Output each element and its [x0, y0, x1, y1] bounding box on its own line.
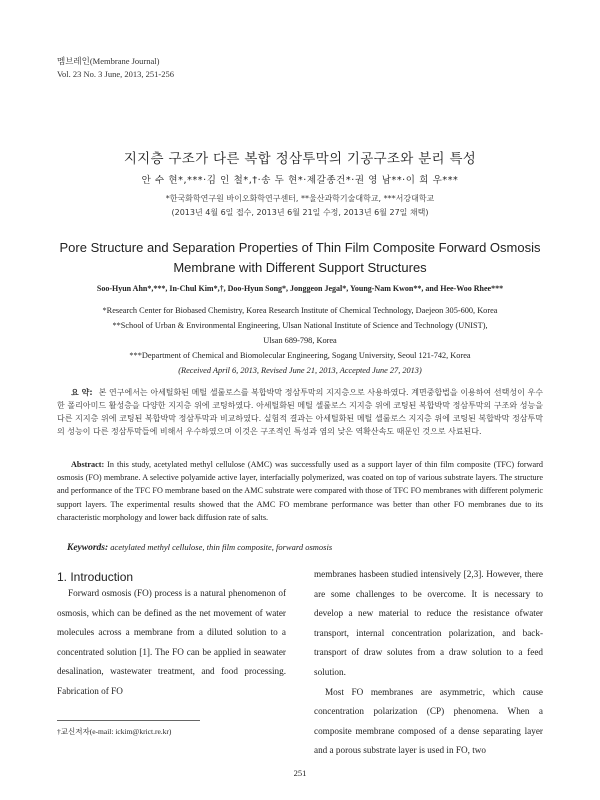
section-heading-introduction: 1. Introduction [57, 570, 134, 584]
english-affiliations [0, 303, 600, 378]
english-authors: Soo-Hyun Ahn*,***, In-Chul Kim*,†, Doo-Hyun Song*, Jonggeon Jegal*, Young-Nam Kwon**, and Hee-Woo Rhee*** [96, 284, 504, 293]
intro-paragraph-right-1: membranes hasbeen studied intensively [2,3]. However, there are some challenges to be overcome. It is necessary to develop a new material to reduce the resistance ofwater transport, internal concentration polarization, and back-transport of draw solutes from a draw solution to a feed solution. [314, 569, 543, 677]
left-column [57, 584, 286, 702]
journal-issue: Vol. 23 No. 3 June, 2013, 251-256 [57, 69, 174, 79]
english-abstract [57, 458, 543, 524]
right-column [314, 565, 543, 761]
journal-header [57, 55, 174, 81]
korean-abstract-text: 본 연구에서는 아세틸화된 메틸 셀룰로스를 복합박막 정삼투막의 지지층으로 사용하였다. 계면중합법을 이용하여 선택성이 우수한 폴리아미드 활성층을 다양한 지지층 위에 코팅하였다. 아세틸화된 메틸 셀룰로스 지지층 위에 코팅된 복합박막 정삼투막의 구조와 성능을 다른 지지층 위에 코팅된 복합박막 정삼투막과 비교하였다. 실험적 결과는 아세틸화된 메틸 셀룰로스 지지층 위에 코팅된 복합박막 정삼투막의 성능이 다른 정삼투막들에 비해서 우수하였으며 이것은 구조적인 특성과 염의 낮은 역확산속도 때문인 것으로 사료된다. [57, 388, 543, 436]
affiliation-unist: **School of Urban & Environmental Engineering, Ulsan National Institute of Science and Technology (UNIST), [112, 321, 488, 330]
keywords-label: Keywords: [67, 543, 109, 553]
keywords-text: acetylated methyl cellulose, thin film composite, forward osmosis [110, 542, 333, 552]
keywords [67, 542, 332, 553]
corresponding-author-footnote: †교신저자(e-mail: ickim@krict.re.kr) [57, 727, 172, 736]
english-abstract-text: In this study, acetylated methyl cellulose (AMC) was successfully used as a support layer of thin film composite (TFC) forward osmosis (FO) membrane. A selective polyamide active layer, interfacially polymerized, was coated on top of various substrate layers. The structure and performance of the TFC FO membrane based on the AMC substrate were compared with those of TFC FO membranes with different polymeric support layers. The experimental results showed that the AMC FO membrane performance was better than other FO membranes due to its characteristic morphology and lower back diffusion rate of salts. [57, 460, 543, 522]
affiliation-krict: *Research Center for Biobased Chemistry, Korea Research Institute of Chemical Technology, Daejeon 305-600, Korea [102, 306, 498, 315]
korean-affiliations [0, 192, 600, 220]
affiliation-unist-address: Ulsan 689-798, Korea [263, 336, 337, 345]
korean-title: 지지층 구조가 다른 복합 정삼투막의 기공구조와 분리 특성 [123, 151, 477, 167]
korean-abstract [57, 386, 543, 438]
intro-paragraph-left: Forward osmosis (FO) process is a natural phenomenon of osmosis, which can be defined as the net movement of water molecules across a membrane from a diluted solution to a concentrated solution [1]. The FO can be applied in seawater desalination, wastewater treatment, and food processing. Fabrication of FO [57, 588, 286, 696]
intro-paragraph-right-2: Most FO membranes are asymmetric, which cause concentration polarization (CP) phenomena. When a composite membrane composed of a dense separating layer and a porous substrate layer is used in FO, two [314, 686, 543, 756]
english-dates: (Received April 6, 2013, Revised June 21, 2013, Accepted June 27, 2013) [178, 366, 422, 375]
page-number: 251 [293, 768, 307, 778]
footnote-divider [57, 720, 200, 721]
english-title: Pore Structure and Separation Properties of Thin Film Composite Forward Osmosis Membrane with Different Support Structures [59, 240, 541, 275]
journal-name: 멤브레인(Membrane Journal) [57, 56, 160, 66]
korean-affiliation-line: *한국화학연구원 바이오화학연구센터, **울산과학기술대학교, ***서강대학교 [165, 194, 435, 203]
affiliation-sogang: ***Department of Chemical and Biomolecular Engineering, Sogang University, Seoul 121-742, Korea [129, 351, 471, 360]
korean-authors: 안 수 현*,***·김 인 철*,†·송 두 현*·제갈종건*·권 영 남**·이 희 우*** [141, 175, 459, 186]
korean-abstract-label: 요 약: [71, 388, 93, 397]
english-abstract-label: Abstract: [71, 460, 105, 469]
korean-dates-line: (2013년 4월 6일 접수, 2013년 6월 21일 수정, 2013년 6월 27일 채택) [171, 208, 429, 217]
